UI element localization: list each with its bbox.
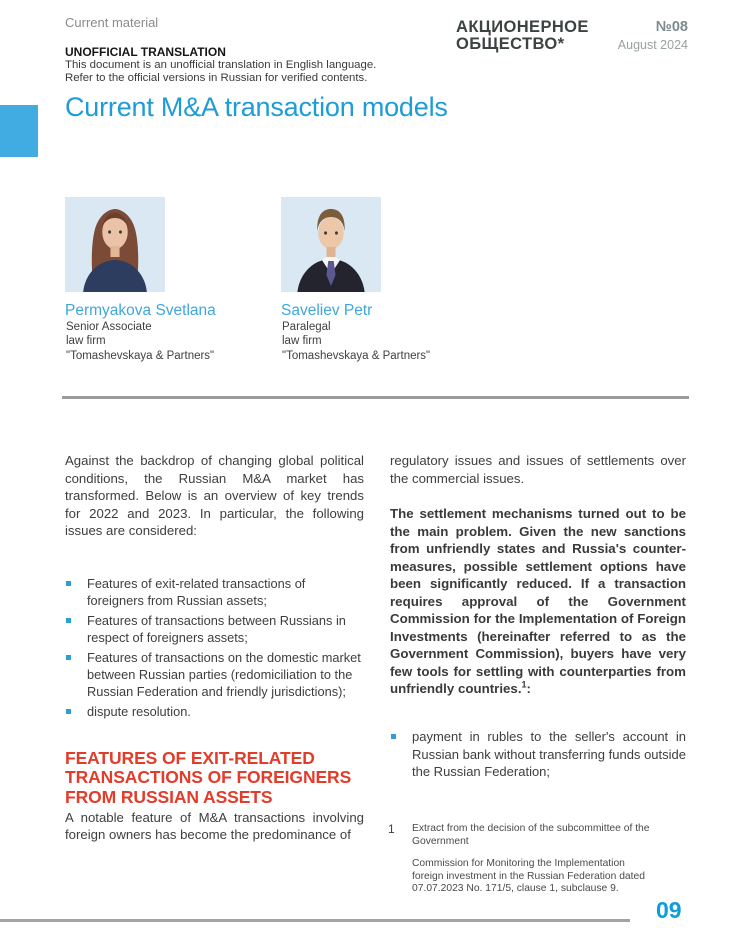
intro-paragraph: Against the backdrop of changing global political conditions, the Russian M&A market has transformed. Below is an overview of key trends for 2022 and 2023. In particular, the following issues are considered: — [65, 453, 364, 539]
author-firm-name: "Tomashevskaya & Partners" — [282, 350, 431, 362]
author-firm-name: "Tomashevskaya & Partners" — [66, 350, 215, 362]
list-item-text: dispute resolution. — [87, 703, 191, 719]
portrait-illustration-man — [281, 197, 381, 292]
footnote — [412, 823, 682, 896]
bullet-square-icon — [66, 618, 71, 623]
section-heading — [65, 749, 364, 807]
author-role: Senior Associate — [66, 321, 152, 333]
list-item-text: Features of exit-related transactions of foreigners from Russian assets; — [87, 576, 306, 609]
list-item-text: payment in rubles to the seller's account in Russian bank without transferring funds outside the Russian Federation; — [412, 729, 686, 780]
author-name: Saveliev Petr — [281, 302, 373, 319]
page-title: Current M&A transaction models — [65, 92, 448, 122]
author-firm-type: law firm — [282, 335, 322, 347]
magazine-logo — [456, 19, 589, 52]
section-heading-line: TRANSACTIONS OF FOREIGNERS — [65, 767, 352, 788]
list-item — [390, 728, 686, 781]
unofficial-translation-note — [65, 45, 376, 84]
author-name: Permyakova Svetlana — [65, 302, 216, 319]
footer-rule — [0, 919, 630, 922]
disclaimer-line-1: This document is an unofficial translation in English language. — [65, 59, 377, 71]
disclaimer-line-2: Refer to the official versions in Russian for verified contents. — [65, 71, 368, 84]
list-item-text: Features of transactions on the domestic market between Russian parties (redomiciliation to the Russian Federation and friendly jurisdictions); — [87, 649, 361, 700]
logo-line-2: ОБЩЕСТВО* — [456, 34, 565, 53]
footnote-number: 1 — [388, 822, 395, 836]
settlement-paragraph-colon: : — [526, 681, 531, 696]
disclaimer-title: UNOFFICIAL TRANSLATION — [65, 45, 226, 59]
portrait-illustration-woman — [65, 197, 165, 292]
settlement-options-list — [390, 728, 686, 781]
kicker: Current material — [65, 15, 159, 30]
author-firm-type: law firm — [66, 335, 106, 347]
section-divider — [62, 396, 689, 399]
list-item — [65, 649, 364, 701]
bullet-square-icon — [391, 734, 396, 739]
bullet-square-icon — [66, 655, 71, 660]
continuation-paragraph: regulatory issues and issues of settlements over the commercial issues. — [390, 453, 686, 486]
section-heading-line: FROM RUSSIAN ASSETS — [65, 786, 273, 807]
section-heading-line: FEATURES OF EXIT-RELATED — [65, 748, 315, 768]
list-item — [65, 612, 364, 647]
settlement-paragraph-text: The settlement mechanisms turned out to be the main problem. Given the new sanctions from unfriendly states and Russia's counter-measures, possible settlement options have been significantly reduced. If a transaction requires approval of the Government Commission for the Implementation of Foreign Investments (hereinafter referred to as the Government Commission), buyers have very few tools for settling with counterparties from unfriendly countries. — [390, 506, 686, 696]
footnote-line: foreign investment in the Russian Federation dated — [412, 870, 645, 882]
page-number: 09 — [656, 897, 682, 923]
topics-bullet-list — [65, 575, 364, 722]
footnote-line: Commission for Monitoring the Implementation — [412, 858, 625, 870]
bullet-square-icon — [66, 709, 71, 714]
list-item-text: Features of transactions between Russians in respect of foreigners assets; — [87, 612, 346, 646]
footnote-reference: 1 — [521, 679, 527, 690]
footnote-line: 07.07.2023 No. 171/5, clause 1, subclause 9. — [412, 883, 619, 895]
list-item — [65, 703, 364, 720]
logo-line-1: АКЦИОНЕРНОЕ — [456, 18, 589, 36]
accent-square-decoration — [0, 105, 38, 157]
issue-number: №08 — [655, 19, 688, 35]
issue-block — [618, 19, 688, 52]
author-photo — [65, 197, 165, 292]
issue-date: August 2024 — [617, 38, 688, 52]
footnote-line: Extract from the decision of the subcommittee of the Government — [412, 823, 650, 847]
list-item — [65, 575, 364, 610]
bullet-square-icon — [66, 581, 71, 586]
section-intro-paragraph: A notable feature of M&A transactions involving foreign owners has become the predominance of — [65, 810, 364, 842]
settlement-paragraph — [390, 505, 686, 698]
author-photo — [281, 197, 381, 292]
author-role: Paralegal — [282, 321, 331, 333]
